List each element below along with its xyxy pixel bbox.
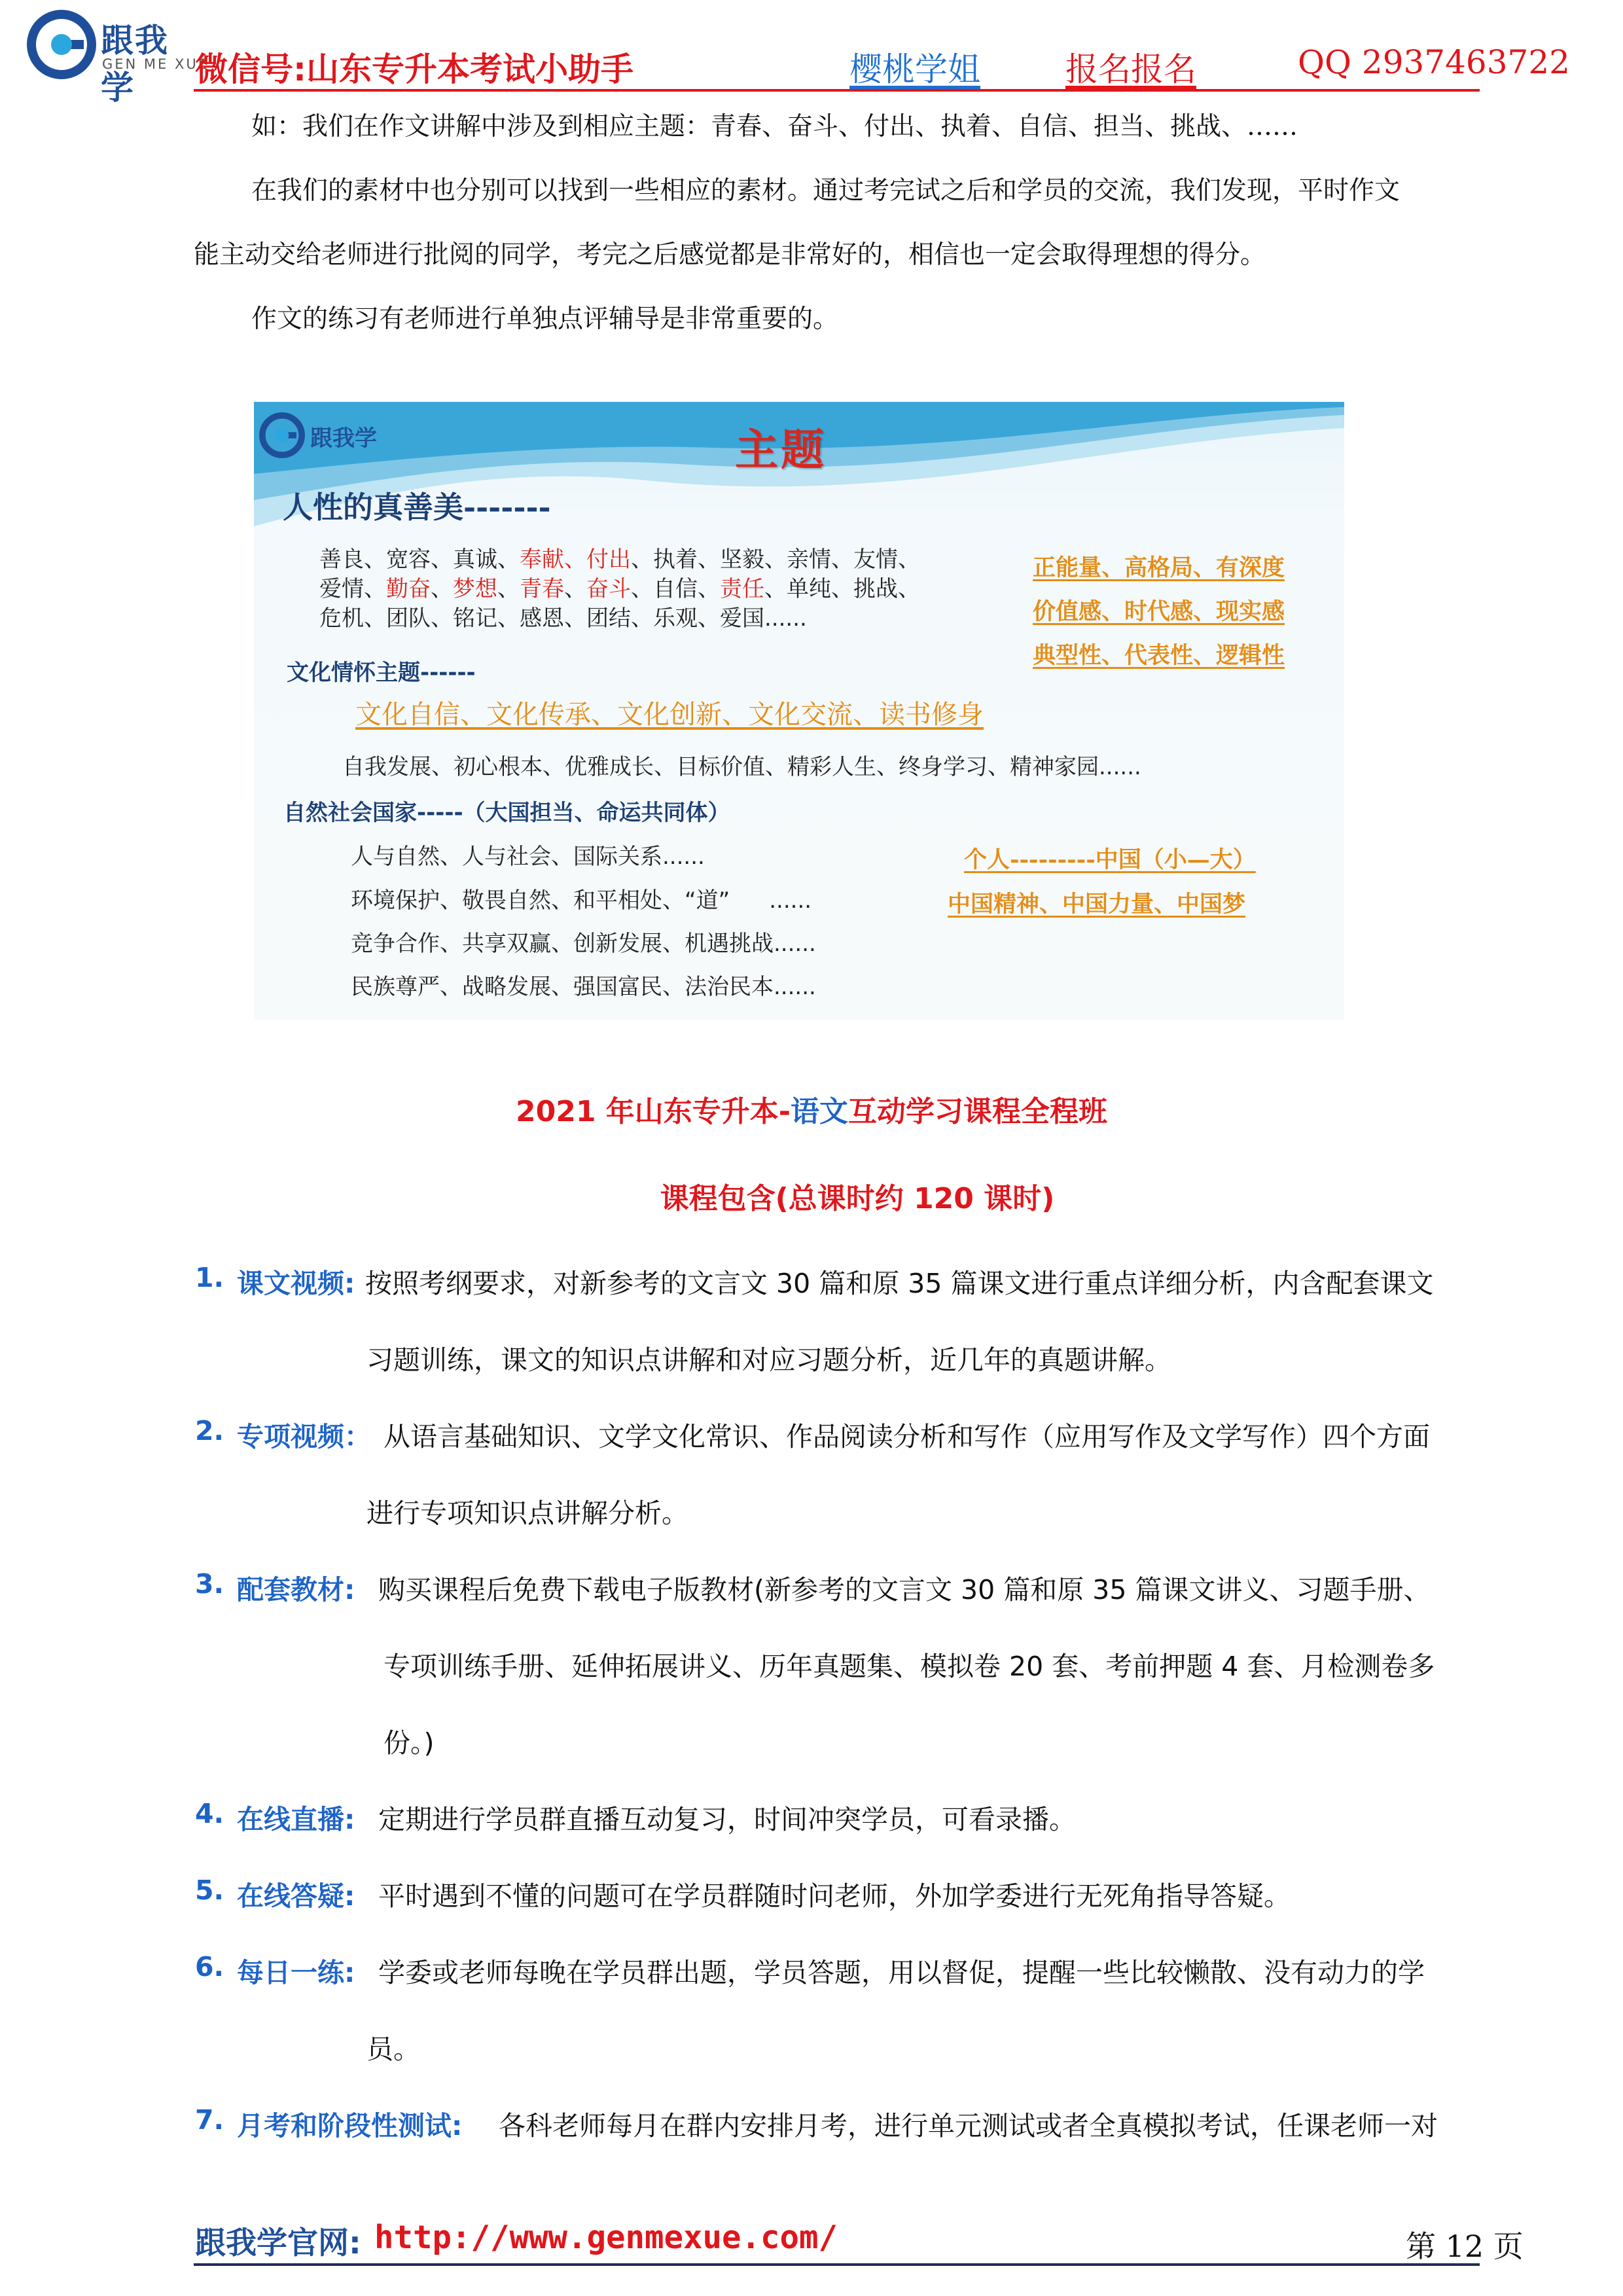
item-line: 学委或老师每晚在学员群出题，学员答题，用以督促，提醒一些比较懒散、没有动力的学 [378,1957,1425,1988]
header-divider [194,89,1480,92]
row2-c: 、 [431,576,453,602]
theme-title: 主题 [735,424,827,475]
row2-g: 、 [564,576,586,602]
footer-label: 跟我学官网: [195,2225,361,2261]
item-label: 月考和阶段性测试: [237,2110,463,2142]
intro-paragraph-2 [194,159,1561,287]
footer-url-link[interactable]: http://www.genmexue.com/ [374,2219,838,2256]
item-line: 员。 [366,2034,420,2065]
course-title [0,1088,1623,1130]
header-sister-link[interactable]: 樱桃学姐 [849,50,980,88]
row2-a: 爱情、 [319,576,386,602]
logo [26,9,209,107]
footer-divider [194,2263,1480,2266]
theme-right-5: 中国精神、中国力量、中国梦 [948,891,1246,918]
item-label: 配套教材: [237,1574,355,1605]
theme-logo-g-icon [258,411,306,459]
intro-p1: 如：我们在作文讲解中涉及到相应主题：青春、奋斗、付出、执着、自信、担当、挑战、…… [251,112,1298,141]
intro-p3: 作文的练习有老师进行单独点评辅导是非常重要的。 [251,304,839,334]
theme-logo-name: 跟我学 [310,425,377,452]
row2-d: 梦想 [453,576,497,602]
nature2-text: 环境保护、敬畏自然、和平相处、“道” [351,888,730,914]
item-number: 1. [195,1262,224,1293]
row2-h: 奋斗 [586,576,631,602]
theme-right-2: 价值感、时代感、现实感 [1033,598,1285,625]
item-label: 在线直播: [237,1804,355,1835]
item-number: 5. [195,1874,224,1906]
theme-nature-4: 民族尊严、战略发展、强国富民、法治民本...... [351,974,816,1000]
item-line: 按照考纲要求，对新参考的文言文 30 篇和原 35 篇课文进行重点详细分析，内含配套课文 [365,1268,1434,1299]
header-qq: QQ 2937463722 [1298,43,1570,81]
logo-name: 跟我学 [101,22,169,107]
item-line: 进行专项知识点讲解分析。 [366,1498,688,1529]
theme-section3-heading: 自然社会国家-----（大国担当、命运共同体） [283,800,730,826]
item-label: 每日一练: [237,1957,355,1988]
theme-right-1: 正能量、高格局、有深度 [1033,554,1285,581]
theme-section2-heading: 文化情怀主题------ [287,660,476,686]
row1-b: 奉献、付出 [520,547,631,573]
theme-row2 [319,571,920,603]
theme-culture-line: 文化自信、文化传承、文化创新、文化交流、读书修身 [355,700,984,730]
item-label: 专项视频： [237,1421,371,1452]
item-line: 从语言基础知识、文学文化常识、作品阅读分析和写作（应用写作及文学写作）四个方面 [383,1421,1430,1452]
item-number: 6. [195,1951,224,1982]
page-number: 第 12 页 [1406,2229,1524,2264]
course-title-a: 2021 年山东专升本- [515,1095,791,1128]
theme-nature-2 [351,882,812,914]
theme-culture-detail: 自我发展、初心根本、优雅成长、目标价值、精彩人生、终身学习、精神家园...... [342,754,1141,780]
item-label: 在线答疑: [237,1880,355,1912]
item-label: 课文视频: [237,1268,355,1299]
row2-k: 、单纯、挑战、 [764,576,920,602]
item-line: 各科老师每月在群内安排月考，进行单元测试或者全真模拟考试，任课老师一对 [499,2110,1438,2142]
item-number: 2. [195,1415,224,1446]
row1-c: 、执着、坚毅、亲情、友情、 [631,547,920,573]
row2-i: 、自信、 [631,576,720,602]
item-number: 3. [195,1568,224,1600]
logo-g-icon [26,9,97,80]
theme-nature-1: 人与自然、人与社会、国际关系...... [351,844,705,870]
item-line: 份。) [383,1727,435,1759]
row2-b: 勤奋 [386,576,431,602]
header-wechat: 微信号:山东专升本考试小助手 [195,50,633,88]
course-subtitle: 课程包含(总课时约 120 课时) [660,1182,1055,1215]
intro-paragraph-1 [194,95,1561,159]
item-line: 习题训练，课文的知识点讲解和对应习题分析，近几年的真题讲解。 [366,1344,1171,1376]
nature2-dots: ...... [769,888,812,914]
row1-a: 善良、宽容、真诚、 [319,547,520,573]
theme-image [254,402,1344,1020]
intro-paragraph-3 [194,287,1561,351]
row2-j: 责任 [720,576,764,602]
intro-p2b: 能主动交给老师进行批阅的同学，考完之后感觉都是非常好的，相信也一定会取得理想的得分。 [194,240,1266,270]
theme-row3: 危机、团队、铭记、感恩、团结、乐观、爱国...... [319,605,807,632]
item-line: 购买课程后免费下载电子版教材(新参考的文言文 30 篇和原 35 篇课文讲义、习题手册、 [378,1574,1431,1605]
theme-right-4: 个人---------中国（小—大） [964,846,1256,873]
theme-right-3: 典型性、代表性、逻辑性 [1033,642,1285,669]
item-number: 7. [195,2104,224,2136]
theme-row1 [319,541,920,573]
header-register-link[interactable]: 报名报名 [1065,50,1196,88]
row2-f: 青春 [520,576,564,602]
logo-en: GEN ME XUE [102,56,209,72]
theme-section1-heading: 人性的真善美------- [283,490,551,525]
course-title-b: 语文 [791,1095,849,1128]
item-number: 4. [195,1798,224,1829]
row2-e: 、 [497,576,520,602]
item-line: 定期进行学员群直播互动复习，时间冲突学员，可看录播。 [378,1804,1076,1835]
item-line: 平时遇到不懂的问题可在学员群随时问老师，外加学委进行无死角指导答疑。 [378,1880,1291,1912]
intro-p2a: 在我们的素材中也分别可以找到一些相应的素材。通过考完试之后和学员的交流，我们发现，平时作文 [251,176,1400,206]
theme-nature-3: 竞争合作、共享双赢、创新发展、机遇挑战...... [351,931,816,957]
item-line: 专项训练手册、延伸拓展讲义、历年真题集、模拟卷 20 套、考前押题 4 套、月检测卷多 [383,1651,1435,1682]
course-title-c: 互动学习课程全程班 [848,1095,1108,1128]
